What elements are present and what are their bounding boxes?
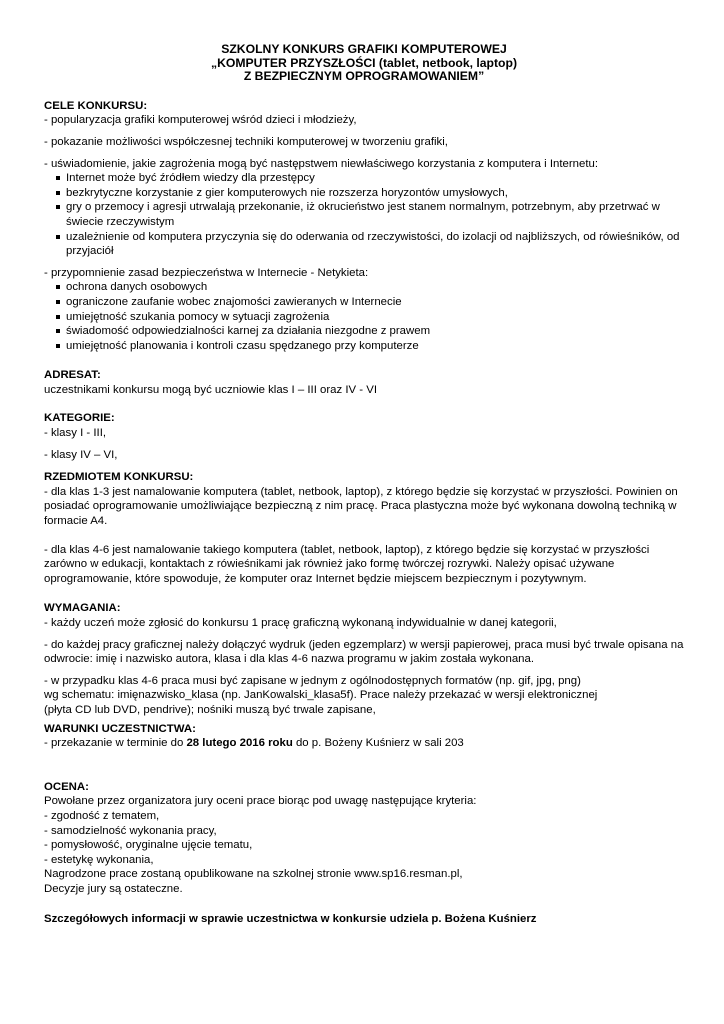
ocena-line: - pomysłowość, oryginalne ujęcie tematu, — [44, 839, 253, 852]
cele-paragraph-4: - przypomnienie zasad bezpieczeństwa w Internecie - Netykieta: — [44, 266, 369, 279]
wymagania-paragraph-3-line-1: - w przypadku klas 4-6 praca musi być zapisane w jednym z ogólnodostępnych formatów (np. gif, jpg, png) — [44, 674, 581, 687]
list-item: gry o przemocy i agresji utrwalają przekonanie, iż okrucieństwo jest stanem normalnym, potrzebnym, aby przetrwać w świecie rzeczywistym — [44, 200, 684, 229]
document-page — [44, 43, 684, 926]
adresat-text: uczestnikami konkursu mogą być uczniowie klas I – III oraz IV - VI — [44, 383, 377, 396]
ocena-line: - estetykę wykonania, — [44, 853, 154, 866]
list-item: świadomość odpowiedzialności karnej za działania niezgodne z prawem — [44, 324, 684, 339]
wymagania-paragraph-3-line-2: wg schematu: imięnazwisko_klasa (np. JanKowalski_klasa5f). Prace należy przekazać w wersji elektronicznej — [44, 689, 598, 702]
list-item: umiejętność planowania i kontroli czasu spędzanego przy komputerze — [44, 339, 684, 354]
section-heading-ocena: OCENA: — [44, 780, 89, 793]
title-line-2: „KOMPUTER PRZYSZŁOŚCI (tablet, netbook, laptop) — [210, 55, 518, 70]
footer-contact-note: Szczegółowych informacji w sprawie uczestnictwa w konkursie udziela p. Bożena Kuśnierz — [44, 912, 537, 925]
list-item: Internet może być źródłem wiedzy dla przestępcy — [44, 171, 684, 186]
section-heading-przedmiot: RZEDMIOTEM KONKURSU: — [44, 471, 194, 484]
section-przedmiot — [44, 470, 684, 586]
list-item: bezkrytyczne korzystanie z gier komputerowych nie rozszerza horyzontów umysłowych, — [44, 186, 684, 201]
section-adresat — [44, 368, 684, 397]
wymagania-paragraph-3-line-3: (płyta CD lub DVD, pendrive); nośniki muszą być trwale zapisane, — [44, 703, 376, 716]
ocena-line: - samodzielność wykonania pracy, — [44, 824, 217, 837]
przedmiot-paragraph-1: - dla klas 1-3 jest namalowanie komputera (tablet, netbook, laptop), z którego będzie się korzystać w przyszłości. Powinien on posiadać oprogramowanie umożliwiające bezpieczną z nim pracę. Praca plastyczna może być wykonana dowolną techniką w formacie A4. — [44, 485, 678, 528]
list-item: umiejętność szukania pomocy w sytuacji zagrożenia — [44, 310, 684, 325]
list-item: uzależnienie od komputera przyczynia się do oderwania od rzeczywistości, do izolacji od najbliższych, od rówieśników, od przyjaciół — [44, 230, 684, 259]
cele-paragraph-3: - uświadomienie, jakie zagrożenia mogą być następstwem niewłaściwego korzystania z komputera i Internetu: — [44, 157, 598, 170]
ocena-line: Nagrodzone prace zostaną opublikowane na szkolnej stronie www.sp16.resman.pl, — [44, 868, 463, 881]
section-heading-wymagania: WYMAGANIA: — [44, 602, 121, 615]
section-cele — [44, 99, 684, 354]
section-heading-warunki: WARUNKI UCZESTNICTWA: — [44, 722, 196, 735]
kategoria-2: - klasy IV – VI, — [44, 448, 118, 461]
section-heading-kategorie: KATEGORIE: — [44, 412, 115, 425]
cele-paragraph-2: - pokazanie możliwości współczesnej techniki komputerowej w tworzeniu grafiki, — [44, 135, 448, 148]
document-title — [44, 43, 684, 84]
warunki-text — [44, 736, 684, 751]
list-item: ograniczone zaufanie wobec znajomości zawieranych w Internecie — [44, 295, 684, 310]
warunki-text-pre: - przekazanie w terminie do — [44, 737, 187, 750]
section-warunki — [44, 722, 684, 751]
warunki-text-post: do p. Bożeny Kuśnierz w sali 203 — [292, 737, 464, 750]
section-heading-adresat: ADRESAT: — [44, 369, 101, 382]
warunki-deadline: 28 lutego 2016 roku — [186, 737, 293, 750]
title-line-3: Z BEZPIECZNYM OPROGRAMOWANIEM” — [243, 69, 485, 84]
wymagania-paragraph-2: - do każdej pracy graficznej należy dołączyć wydruk (jeden egzemplarz) w wersji papierowej, praca musi być trwale opisana na odwrocie: imię i nazwisko autora, klasa i dla klas 4-6 nazwa programu w jakim została wykonana. — [44, 638, 684, 666]
section-ocena — [44, 780, 684, 897]
wymagania-paragraph-1: - każdy uczeń może zgłosić do konkursu 1 pracę graficzną wykonaną indywidualnie w danej kategorii, — [44, 617, 557, 629]
przedmiot-paragraph-2: - dla klas 4-6 jest namalowanie takiego komputera (tablet, netbook, laptop), z którego będzie się korzystać w przyszłości zarówno w edukacji, kontaktach z rówieśnikami jak również jako formę twórczej rozrywki. Należy opisać używane oprogramowanie, które spowoduje, że komputer oraz Internet będzie miejscem bezpiecznym i pozytywnym. — [44, 543, 650, 585]
section-heading-cele: CELE KONKURSU: — [44, 99, 148, 112]
section-wymagania — [44, 601, 684, 717]
cele-paragraph-1: - popularyzacja grafiki komputerowej wśród dzieci i młodzieży, — [44, 114, 357, 127]
cele-threat-list — [44, 171, 684, 259]
title-line-1: SZKOLNY KONKURS GRAFIKI KOMPUTEROWEJ — [221, 42, 507, 56]
cele-netiquette-list — [44, 280, 684, 353]
kategoria-1: - klasy I - III, — [44, 427, 107, 440]
ocena-line: Powołane przez organizatora jury oceni prace biorąc pod uwagę następujące kryteria: — [44, 795, 477, 808]
ocena-line: Decyzje jury są ostateczne. — [44, 882, 183, 895]
section-kategorie — [44, 411, 684, 462]
list-item: ochrona danych osobowych — [44, 280, 684, 295]
ocena-line: - zgodność z tematem, — [44, 809, 160, 822]
